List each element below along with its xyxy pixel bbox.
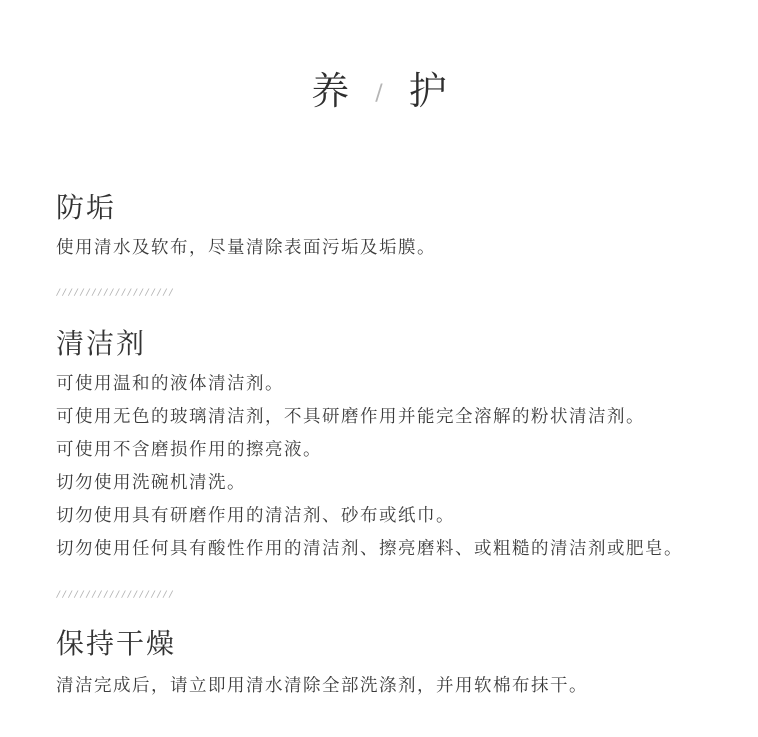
- section-anti-scale: [56, 190, 746, 265]
- section-line: 使用清水及软布，尽量清除表面污垢及垢膜。: [56, 238, 436, 258]
- divider: ////////////////////: [56, 288, 175, 298]
- title-right-char: 护: [408, 69, 447, 113]
- section-body: [56, 232, 746, 265]
- section-cleaner: [56, 326, 746, 566]
- title-left-char: 养: [311, 69, 350, 113]
- section-line: 可使用不含磨损作用的擦亮液。: [56, 440, 322, 460]
- section-line: 切勿使用具有研磨作用的清洁剂、砂布或纸巾。: [56, 506, 455, 526]
- section-body: [56, 670, 746, 703]
- section-heading: 清洁剂: [56, 327, 147, 360]
- divider: ////////////////////: [56, 590, 175, 600]
- page-title: [0, 66, 758, 119]
- section-line: 可使用温和的液体清洁剂。: [56, 374, 284, 394]
- section-body: [56, 368, 746, 566]
- section-heading: 防垢: [56, 191, 117, 224]
- title-separator: /: [375, 81, 383, 106]
- section-line: 清洁完成后，请立即用清水清除全部洗涤剂，并用软棉布抹干。: [56, 676, 588, 696]
- section-heading: 保持干燥: [56, 627, 177, 660]
- section-line: 切勿使用任何具有酸性作用的清洁剂、擦亮磨料、或粗糙的清洁剂或肥皂。: [56, 539, 683, 559]
- section-line: 切勿使用洗碗机清洗。: [56, 473, 246, 493]
- section-line: 可使用无色的玻璃清洁剂，不具研磨作用并能完全溶解的粉状清洁剂。: [56, 407, 645, 427]
- section-keep-dry: [56, 626, 746, 703]
